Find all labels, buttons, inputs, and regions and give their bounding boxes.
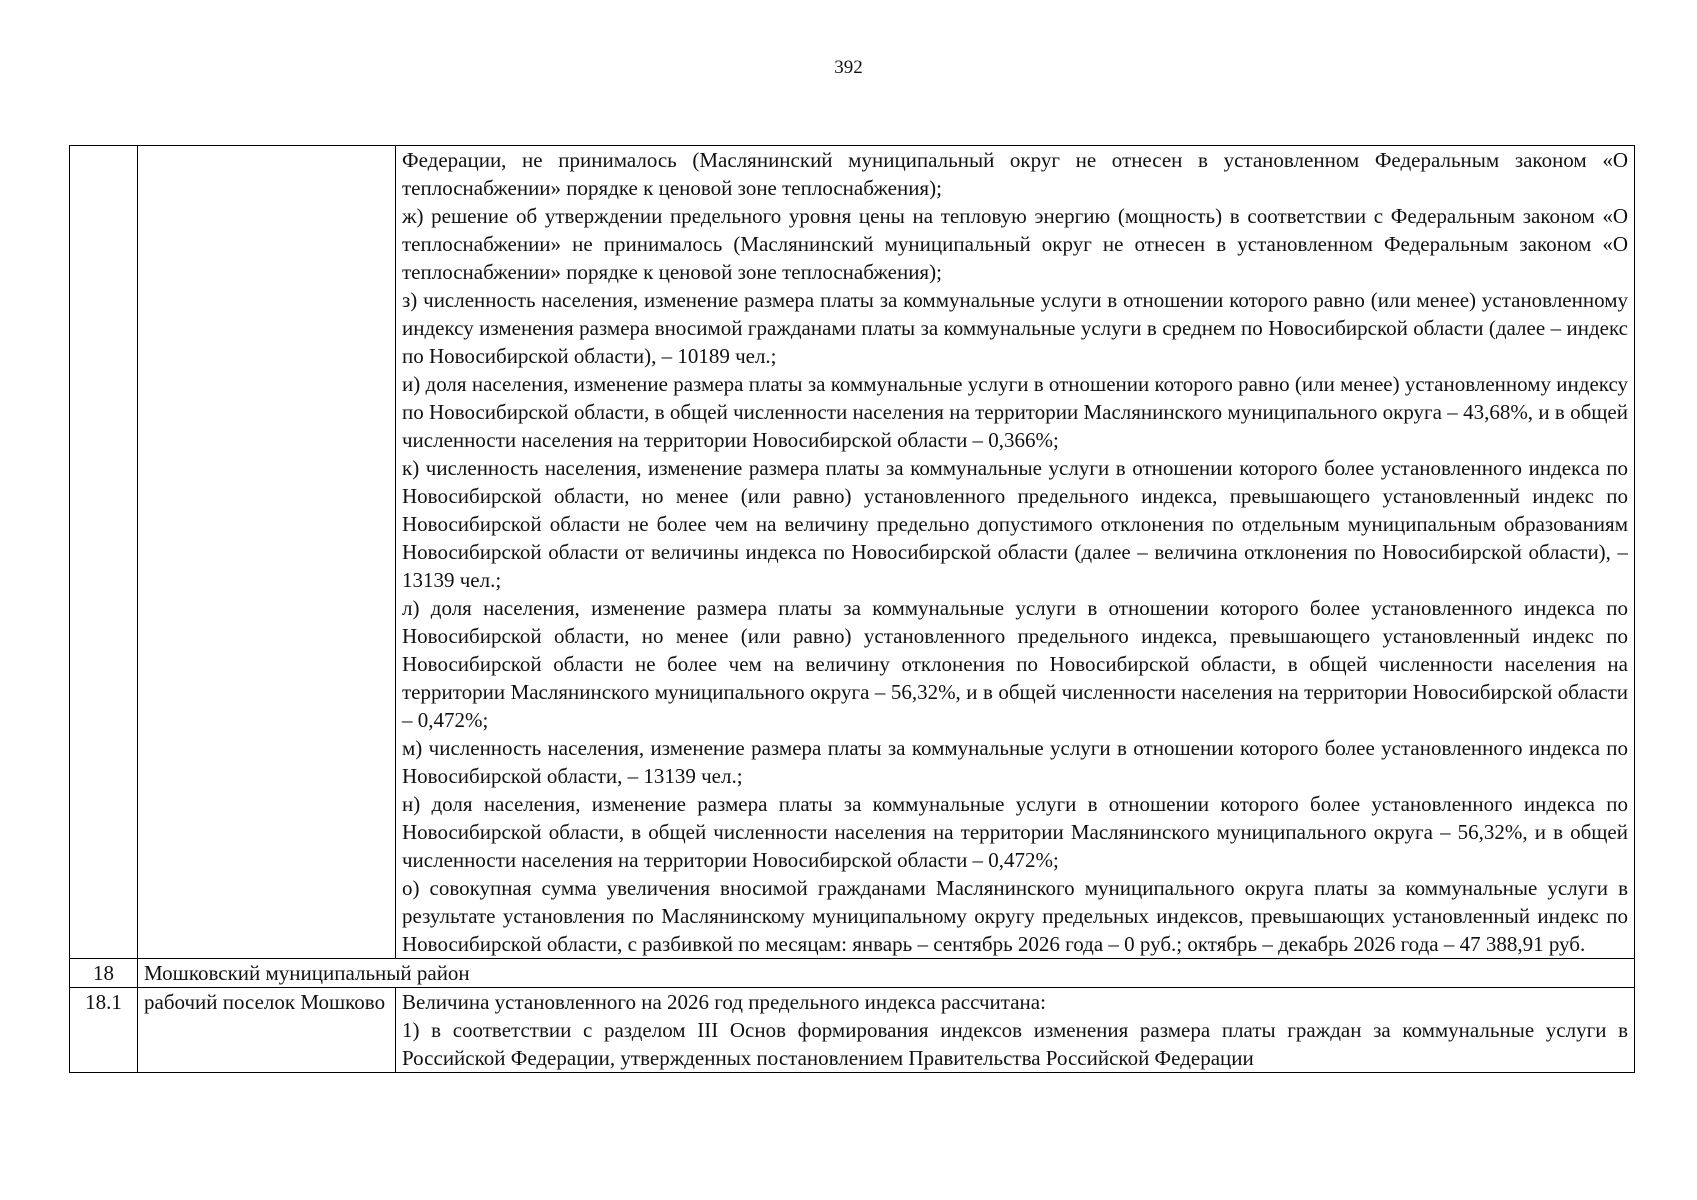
municipality-cell xyxy=(138,146,396,959)
table-row xyxy=(70,988,1635,1073)
paragraph: о) совокупная сумма увеличения вносимой гражданами Маслянинского муниципального округа платы за коммунальные услуги в результате установления по Маслянинскому муниципальному округу предельных индексов, превышающих установленный индекс по Новосибирской области, с разбивкой по месяцам: январь – сентябрь 2026 года – 0 руб.; октябрь – декабрь 2026 года – 47 388,91 руб. xyxy=(402,876,1628,956)
paragraph: к) численность населения, изменение размера платы за коммунальные услуги в отношении которого более установленного индекса по Новосибирской области, но менее (или равно) установленного предельного индекса, превышающего установленный индекс по Новосибирской области не более чем на величину предельно допустимого отклонения по отдельным муниципальным образованиям Новосибирской области от величины индекса по Новосибирской области (далее – величина отклонения по Новосибирской области), – 13139 чел.; xyxy=(402,456,1628,592)
description-cell xyxy=(396,146,1635,959)
paragraph: 1) в соответствии с разделом III Основ формирования индексов изменения размера платы граждан за коммунальные услуги в Российской Федерации, утвержденных постановлением Правительства Российской Федерации xyxy=(402,1018,1628,1070)
paragraph: л) доля населения, изменение размера платы за коммунальные услуги в отношении которого более установленного индекса по Новосибирской области, но менее (или равно) установленного предельного индекса, превышающего установленный индекс по Новосибирской области не более чем на величину отклонения по Новосибирской области, в общей численности населения на территории Маслянинского муниципального округа – 56,32%, и в общей численности населения на территории Новосибирской области – 0,472%; xyxy=(402,596,1628,732)
table-row xyxy=(70,146,1635,959)
description-cell xyxy=(396,988,1635,1073)
tariff-table xyxy=(69,145,1635,1073)
municipality-cell: рабочий поселок Мошково xyxy=(138,988,396,1073)
page-number: 392 xyxy=(834,57,863,78)
row-number-cell: 18 xyxy=(70,959,138,988)
paragraph: и) доля населения, изменение размера платы за коммунальные услуги в отношении которого равно (или менее) установленному индексу по Новосибирской области, в общей численности населения на территории Маслянинского муниципального округа – 43,68%, и в общей численности населения на территории Новосибирской области – 0,366%; xyxy=(402,372,1628,452)
paragraph: м) численность населения, изменение размера платы за коммунальные услуги в отношении которого более установленного индекса по Новосибирской области, – 13139 чел.; xyxy=(402,736,1628,788)
row-number-cell xyxy=(70,146,138,959)
paragraph: ж) решение об утверждении предельного уровня цены на тепловую энергию (мощность) в соответствии с Федеральным законом «О теплоснабжении» не принималось (Маслянинский муниципальный округ не отнесен в установленном Федеральным законом «О теплоснабжении» порядке к ценовой зоне теплоснабжения); xyxy=(402,204,1628,284)
paragraph: Величина установленного на 2026 год предельного индекса рассчитана: xyxy=(402,990,1046,1014)
paragraph: Федерации, не принималось (Маслянинский муниципальный округ не отнесен в установленном Федеральным законом «О теплоснабжении» порядке к ценовой зоне теплоснабжения); xyxy=(402,148,1628,200)
row-number-cell: 18.1 xyxy=(70,988,138,1073)
paragraph: з) численность населения, изменение размера платы за коммунальные услуги в отношении которого равно (или менее) установленному индексу изменения размера вносимой гражданами платы за коммунальные услуги в среднем по Новосибирской области (далее – индекс по Новосибирской области), – 10189 чел.; xyxy=(402,288,1628,368)
table-row xyxy=(70,959,1635,988)
paragraph: н) доля населения, изменение размера платы за коммунальные услуги в отношении которого более установленного индекса по Новосибирской области, в общей численности населения на территории Маслянинского муниципального округа – 56,32%, и в общей численности населения на территории Новосибирской области – 0,472%; xyxy=(402,792,1628,872)
region-heading-cell: Мошковский муниципальный район xyxy=(138,959,1635,988)
